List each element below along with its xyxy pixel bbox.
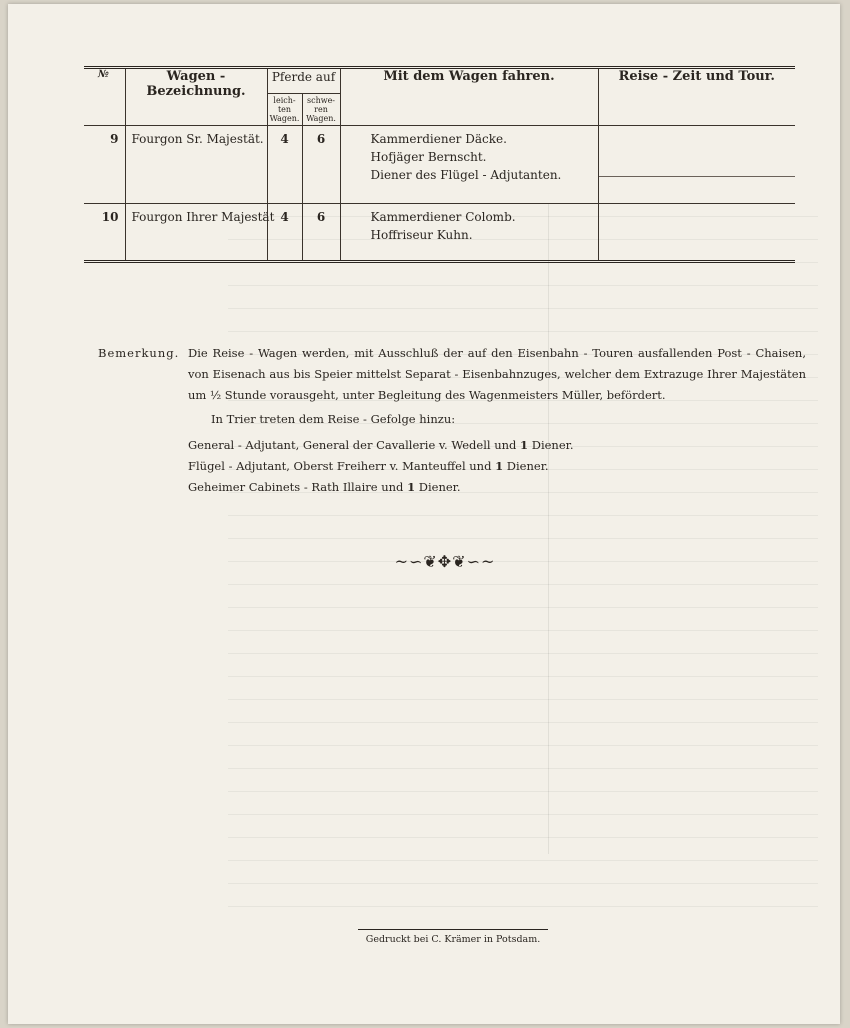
header-pferde-auf: Pferde auf <box>267 68 340 94</box>
list-item: General - Adjutant, General der Cavallerie v. Wedell und 1 Diener. <box>188 438 574 452</box>
trier-heading: In Trier treten dem Reise - Gefolge hinzu: <box>211 412 456 426</box>
bemerkung-text: Die Reise - Wagen werden, mit Ausschluß der auf den Eisenbahn - Touren ausfallenden Post - Chaisen, von Eisenach aus bis Speier mittelst Separat - Eisenbahnzuges, welcher dem Extrazuge Ihrer Majestäten um ½ Stunde vorausgeht, unter Begleitung des Wagenmeisters Müller, befördert. <box>188 346 806 402</box>
row-leicht: 4 <box>267 204 302 262</box>
list-item: Flügel - Adjutant, Oberst Freiherr v. Manteuffel und 1 Diener. <box>188 459 549 473</box>
row-schwer: 6 <box>302 204 340 262</box>
passenger: Diener des Flügel - Adjutanten. <box>370 168 562 182</box>
header-schweren-wagen: schwe- ren Wagen. <box>302 94 340 126</box>
ornament-divider-icon: ~∽❦✥❦∽~ <box>394 552 496 571</box>
row-mit-dem-wagen <box>340 126 598 204</box>
printer-imprint: Gedruckt bei C. Krämer in Potsdam. <box>358 929 548 945</box>
document-page <box>8 4 840 1024</box>
wagen-table <box>84 66 795 263</box>
passenger: Kammerdiener Colomb. <box>370 210 516 224</box>
row-nr: 10 <box>84 204 125 262</box>
passenger: Hofjäger Bernscht. <box>370 150 487 164</box>
row-reise-zeit <box>598 204 795 262</box>
bleed-through-line <box>548 204 549 854</box>
row-mit-dem-wagen <box>340 204 598 262</box>
table-row <box>84 126 795 204</box>
header-bezeichnung: Wagen - Bezeichnung. <box>125 68 267 126</box>
row-leicht: 4 <box>267 126 302 204</box>
passenger: Kammerdiener Däcke. <box>370 132 507 146</box>
header-mit-dem-wagen: Mit dem Wagen fahren. <box>340 68 598 126</box>
row-bezeichnung: Fourgon Sr. Majestät. <box>125 126 267 204</box>
header-nr: № <box>84 68 125 126</box>
table-row <box>84 204 795 262</box>
additions-list <box>188 435 574 498</box>
passenger: Hoffriseur Kuhn. <box>370 228 473 242</box>
row-bezeichnung: Fourgon Ihrer Majestät <box>125 204 267 262</box>
header-reise-zeit: Reise - Zeit und Tour. <box>598 68 795 126</box>
bemerkung-label: Bemerkung. <box>98 346 180 360</box>
row-schwer: 6 <box>302 126 340 204</box>
header-leichten-wagen: leich- ten Wagen. <box>267 94 302 126</box>
row-nr: 9 <box>84 126 125 204</box>
list-item: Geheimer Cabinets - Rath Illaire und 1 Diener. <box>188 480 461 494</box>
row-reise-zeit <box>598 126 795 204</box>
